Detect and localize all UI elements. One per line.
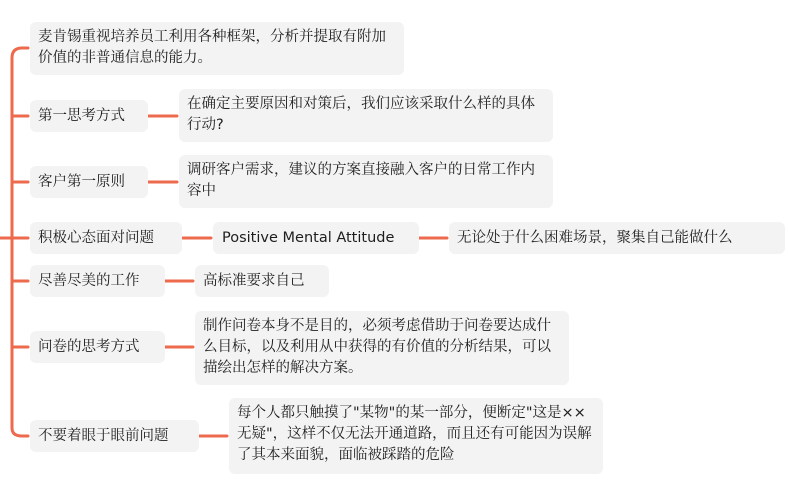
branch-label: 客户第一原则 bbox=[38, 173, 125, 190]
branch-label: 麦肯锡重视培养员工利用各种框架，分析并提取有附加价值的非普通信息的能力。 bbox=[38, 29, 386, 66]
child-node-questionnaire bbox=[195, 311, 569, 385]
grandchild-label: 无论处于什么困难场景，聚集自己能做什么 bbox=[457, 229, 733, 246]
child-node-first-thinking bbox=[179, 89, 553, 142]
branch-node-mckinsey bbox=[30, 22, 404, 75]
grandchild-node-pma bbox=[449, 222, 785, 254]
child-label: 每个人都只触摸了"某物"的某一部分，便断定"这是××无疑"，这样不仅无法开通道路，而且还有可能因为误解了其本来面貌，面临被踩踏的危险 bbox=[237, 405, 592, 463]
child-label: 调研客户需求，建议的方案直接融入客户的日常工作内容中 bbox=[187, 162, 535, 199]
branch-node-client-first bbox=[30, 166, 148, 198]
branch-label: 第一思考方式 bbox=[38, 107, 125, 124]
branch-label: 尽善尽美的工作 bbox=[38, 272, 140, 289]
branch-node-first-thinking bbox=[30, 100, 148, 132]
branch-node-positive-attitude bbox=[30, 222, 182, 254]
child-label: 制作问卷本身不是目的，必须考虑借助于问卷要达成什么目标，以及利用从中获得的有价值的分析结果，可以描绘出怎样的解决方案。 bbox=[203, 318, 551, 376]
child-node-not-immediate bbox=[229, 398, 603, 474]
child-node-perfect-work bbox=[195, 265, 329, 297]
branch-label: 积极心态面对问题 bbox=[38, 229, 154, 246]
branch-label: 不要着眼于眼前问题 bbox=[38, 427, 169, 444]
main-bracket bbox=[12, 48, 28, 238]
child-label: 高标准要求自己 bbox=[203, 272, 305, 289]
child-node-client-first bbox=[179, 155, 553, 208]
branch-label: 问卷的思考方式 bbox=[38, 338, 140, 355]
child-label: Positive Mental Attitude bbox=[222, 229, 395, 246]
branch-node-not-immediate bbox=[30, 420, 199, 452]
branch-node-perfect-work bbox=[30, 265, 165, 297]
child-label: 在确定主要原因和对策后，我们应该采取什么样的具体行动? bbox=[187, 96, 535, 133]
child-node-pma bbox=[213, 222, 419, 254]
main-bracket-lower bbox=[12, 238, 28, 436]
branch-node-questionnaire bbox=[30, 331, 165, 363]
